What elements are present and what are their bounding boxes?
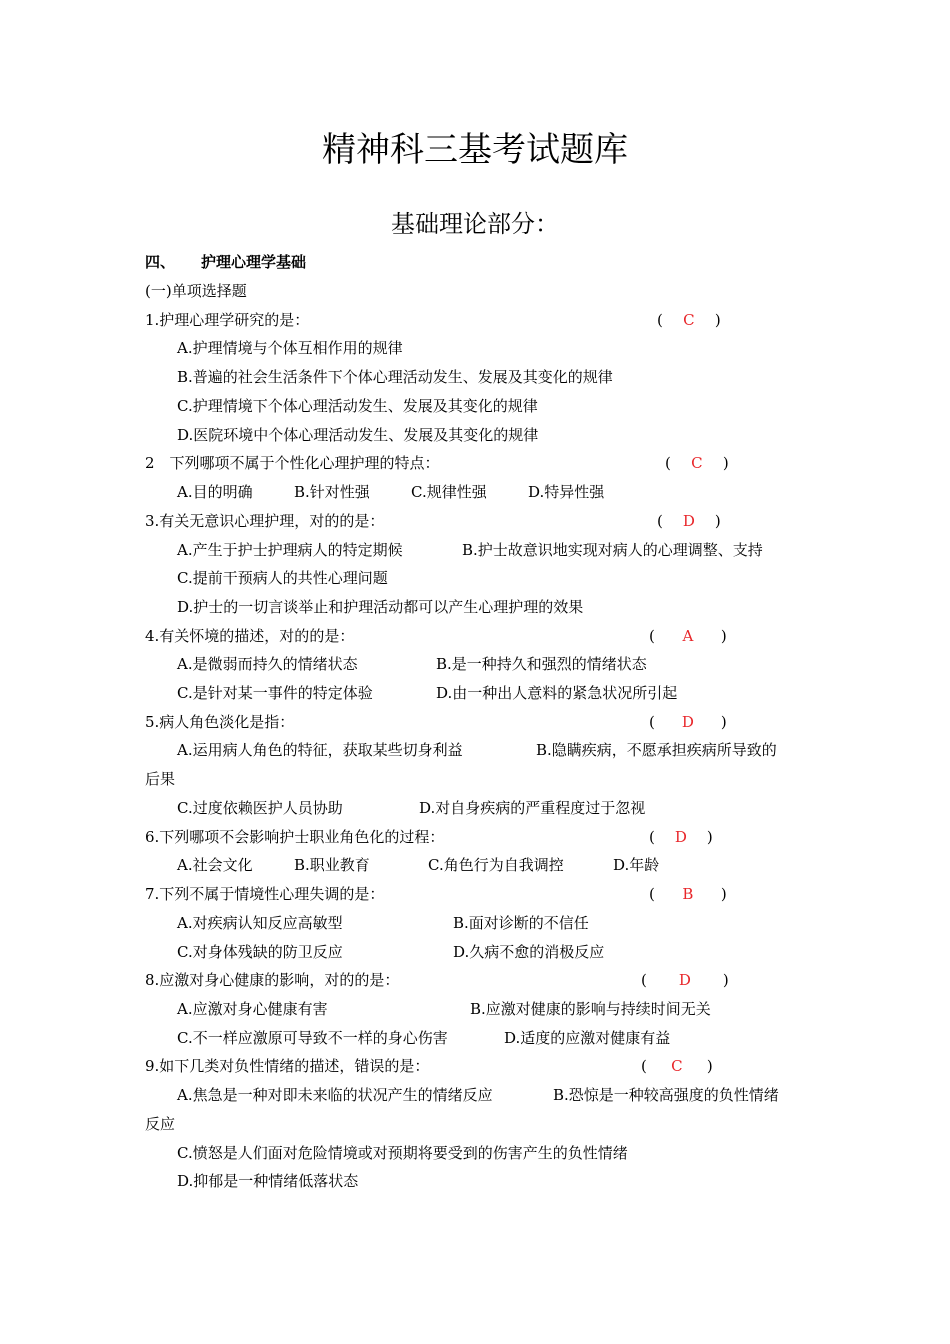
option: C.愤怒是人们面对危险情境或对预期将要受到的伤害产生的负性情绪 [177, 1144, 628, 1162]
answer-bracket: ( C ) [657, 308, 721, 332]
answer-letter: D [674, 828, 687, 846]
option-continuation: 后果 [145, 770, 176, 788]
section-heading [145, 250, 306, 274]
answer-letter: C [671, 1057, 683, 1075]
answer-letter: D [678, 971, 691, 989]
option: D.特异性强 [528, 483, 605, 501]
option: C.规律性强 [411, 483, 487, 501]
answer-bracket: ( D ) [649, 710, 727, 734]
option: C.角色行为自我调控 [428, 856, 564, 874]
option: D.年龄 [613, 856, 660, 874]
option: A.应激对身心健康有害 [177, 1000, 328, 1018]
question-stem: 9.如下几类对负性情绪的描述，错误的是： [145, 1057, 430, 1075]
option: B.隐瞒疾病，不愿承担疾病所导致的 [536, 741, 777, 759]
answer-bracket: ( D ) [657, 509, 721, 533]
option: A.对疾病认知反应高敏型 [177, 914, 343, 932]
option: B.是一种持久和强烈的情绪状态 [436, 655, 647, 673]
question-stem: 3.有关无意识心理护理，对的的是： [145, 512, 385, 530]
question-stem: 4.有关怀境的描述，对的的是： [145, 627, 355, 645]
answer-letter: B [682, 885, 694, 903]
answer-letter: C [683, 311, 695, 329]
answer-bracket: ( D ) [649, 825, 713, 849]
option: A.护理情境与个体互相作用的规律 [177, 339, 403, 357]
document-title: 精神科三基考试题库 [322, 130, 628, 170]
question-stem: 7.下列不属于情境性心理失调的是： [145, 885, 385, 903]
question-stem: 8.应激对身心健康的影响，对的的是： [145, 971, 400, 989]
option: A.社会文化 [177, 856, 253, 874]
part-label: (一)单项选择题 [145, 282, 247, 300]
question-stem: 5.病人角色淡化是指： [145, 713, 295, 731]
section-number: 四、 [145, 253, 176, 271]
option: D.医院环境中个体心理活动发生、发展及其变化的规律 [177, 426, 539, 444]
section-name: 护理心理学基础 [201, 253, 307, 271]
answer-letter: D [682, 512, 695, 530]
option: A.是微弱而持久的情绪状态 [177, 655, 358, 673]
option: A.产生于护士护理病人的特定期候 [177, 541, 403, 559]
option: B.护士故意识地实现对病人的心理调整、支持 [462, 541, 763, 559]
option: B.应激对健康的影响与持续时间无关 [470, 1000, 711, 1018]
option: C.提前干预病人的共性心理问题 [177, 569, 388, 587]
answer-bracket: ( B ) [649, 882, 727, 906]
option: B.普遍的社会生活条件下个体心理活动发生、发展及其变化的规律 [177, 368, 613, 386]
option: A.目的明确 [177, 483, 253, 501]
document-subtitle: 基础理论部分： [391, 210, 559, 238]
option: B.针对性强 [294, 483, 370, 501]
option: C.过度依赖医护人员协助 [177, 799, 343, 817]
option: C.不一样应激原可导致不一样的身心伤害 [177, 1029, 448, 1047]
option: D.适度的应激对健康有益 [504, 1029, 671, 1047]
option: A.焦急是一种对即未来临的状况产生的情绪反应 [177, 1086, 493, 1104]
question-stem: 6.下列哪项不会影响护士职业角色化的过程： [145, 828, 445, 846]
option: D.对自身疾病的严重程度过于忽视 [419, 799, 646, 817]
option: D.护士的一切言谈举止和护理活动都可以产生心理护理的效果 [177, 598, 584, 616]
option: D.久病不愈的消极反应 [453, 943, 605, 961]
question-stem: 2 下列哪项不属于个性化心理护理的特点： [145, 454, 440, 472]
answer-bracket: ( A ) [649, 624, 727, 648]
option: C.对身体残缺的防卫反应 [177, 943, 343, 961]
answer-letter: C [691, 454, 703, 472]
option: A.运用病人角色的特征，获取某些切身利益 [177, 741, 463, 759]
answer-letter: D [681, 713, 694, 731]
answer-bracket: ( C ) [641, 1054, 713, 1078]
answer-bracket: ( C ) [665, 451, 729, 475]
option: C.护理情境下个体心理活动发生、发展及其变化的规律 [177, 397, 538, 415]
option: B.面对诊断的不信任 [453, 914, 589, 932]
option: B.职业教育 [294, 856, 370, 874]
answer-bracket: ( D ) [641, 968, 729, 992]
answer-letter: A [682, 627, 694, 645]
option-continuation: 反应 [145, 1115, 176, 1133]
option: D.抑郁是一种情绪低落状态 [177, 1172, 359, 1190]
option: C.是针对某一事件的特定体验 [177, 684, 373, 702]
option: D.由一种出人意料的紧急状况所引起 [436, 684, 678, 702]
option: B.恐惊是一种较高强度的负性情绪 [553, 1086, 779, 1104]
question-stem: 1.护理心理学研究的是： [145, 311, 310, 329]
